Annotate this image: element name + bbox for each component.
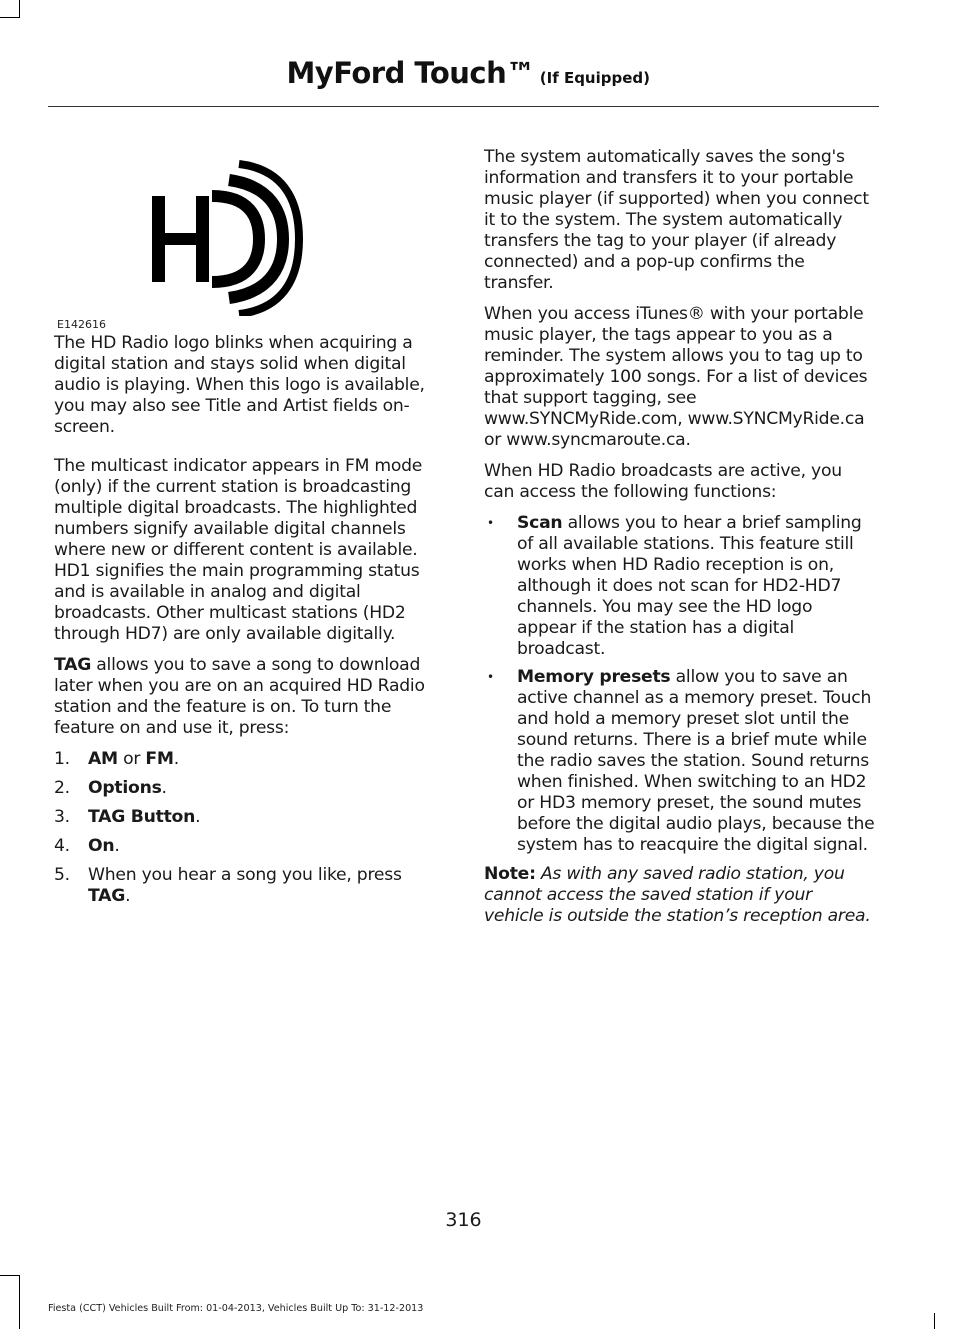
step-text: When you hear a song you like, press — [88, 865, 402, 885]
bold-term: AM — [88, 749, 118, 769]
bold-term: TAG Button — [88, 807, 196, 827]
step-text: . — [125, 886, 131, 906]
step-number: 2. — [54, 778, 70, 798]
page-header — [286, 56, 650, 90]
bullet-text: allows you to hear a brief sampling of all available stations. This feature still works when HD Radio reception is on, although it does not scan for HD2-HD7 channels. You may see the HD logo appear if the station has a digital broadcast. — [517, 513, 862, 659]
bold-term: FM — [145, 749, 174, 769]
list-item — [484, 667, 876, 856]
bold-term: TAG — [54, 655, 92, 675]
step-text: . — [173, 749, 179, 769]
step-text: or — [117, 749, 146, 769]
paragraph: The multicast indicator appears in FM mode (only) if the current station is broadcasting multiple digital broadcasts. The highlighted numbers signify available digital channels where new or different content is available. HD1 signifies the main programming status and is available in analog and digital broadcasts. Other multicast stations (HD2 through HD7) are only available digitally. — [54, 456, 423, 644]
crop-mark — [0, 1275, 20, 1276]
bold-term: Options — [88, 778, 162, 798]
note-label: Note: — [484, 864, 536, 884]
steps-list — [54, 749, 446, 907]
step-text: . — [114, 836, 120, 856]
paragraph: The system automatically saves the song's information and transfers it to your portable music player (if supported) when you connect it to the system. The system automatically transfers the tag to your player (if already connected) and a pop-up confirms the transfer. — [484, 147, 869, 293]
step-text: . — [161, 778, 167, 798]
bold-term: Memory presets — [517, 667, 671, 687]
step-number: 1. — [54, 749, 70, 769]
paragraph: When HD Radio broadcasts are active, you can access the following functions: — [484, 461, 842, 502]
step-text: . — [195, 807, 201, 827]
paragraph-text: allows you to save a song to download later when you are on an acquired HD Radio station and the feature is on. To turn the feature on and use it, press: — [54, 655, 425, 738]
paragraph: The HD Radio logo blinks when acquiring a digital station and stays solid when digital audio is playing. When this logo is available, you may also see Title and Artist fields on-screen. — [54, 333, 425, 437]
list-item — [54, 865, 446, 907]
functions-list — [484, 513, 876, 856]
footer-text: Fiesta (CCT) Vehicles Built From: 01-04-2013, Vehicles Built Up To: 31-12-2013 — [48, 1303, 424, 1314]
header-title: MyFord Touch™ — [286, 56, 535, 90]
paragraph: When you access iTunes® with your portable music player, the tags appear to you as a reminder. The system allows you to tag up to approximately 100 songs. For a list of devices that support tagging, see www.SYNCMyRide.com, www.SYNCMyRide.ca or www.syncmaroute.ca. — [484, 304, 868, 450]
paragraph — [54, 655, 446, 739]
crop-mark — [934, 1313, 935, 1329]
crop-mark — [19, 0, 20, 18]
list-item — [484, 513, 876, 660]
bold-term: On — [88, 836, 115, 856]
list-item — [54, 778, 446, 799]
right-column — [484, 147, 876, 937]
bullet: • — [487, 516, 494, 530]
bullet: • — [487, 670, 494, 684]
hd-radio-logo-icon — [146, 160, 306, 316]
note-text: As with any saved radio station, you cannot access the saved station if your vehicle is outside the station’s reception area. — [484, 864, 871, 926]
list-item — [54, 749, 446, 770]
crop-mark — [0, 17, 20, 18]
list-item — [54, 836, 446, 857]
left-column — [54, 333, 446, 915]
bold-term: TAG — [88, 886, 126, 906]
bold-term: Scan — [517, 513, 563, 533]
page-number: 316 — [445, 1209, 482, 1231]
header-subtitle: (If Equipped) — [539, 69, 650, 87]
crop-mark — [19, 1275, 20, 1329]
bullet-text: allow you to save an active channel as a memory preset. Touch and hold a memory preset slot until the sound returns. There is a brief mute while the radio saves the station. Sound returns when finished. When switching to an HD2 or HD3 memory preset, the sound mutes before the digital audio plays, because the system has to reacquire the digital signal. — [517, 667, 875, 855]
note — [484, 864, 876, 927]
step-number: 5. — [54, 865, 70, 885]
step-number: 3. — [54, 807, 70, 827]
header-rule — [48, 106, 879, 107]
figure-reference: E142616 — [57, 318, 106, 331]
step-number: 4. — [54, 836, 70, 856]
list-item — [54, 807, 446, 828]
